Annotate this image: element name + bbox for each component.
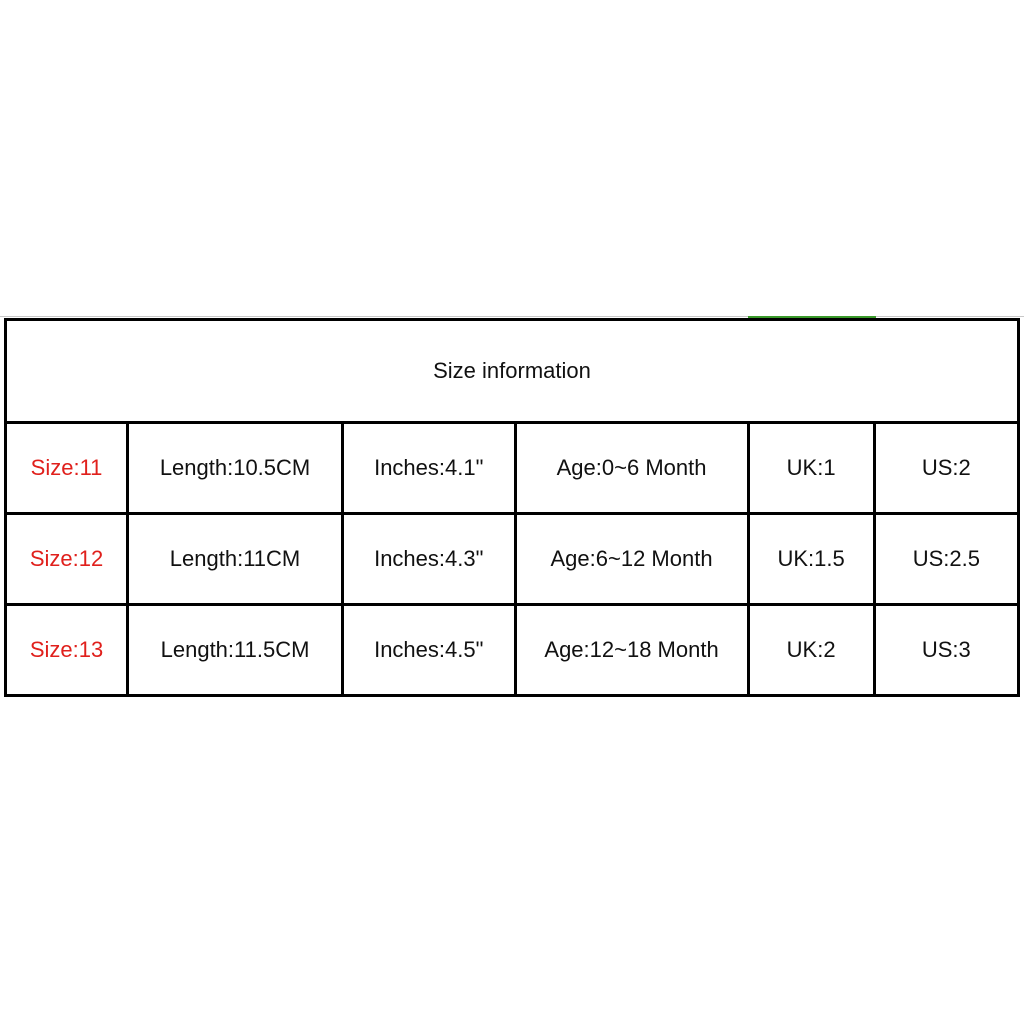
age-cell: Age:6~12 Month — [515, 514, 748, 605]
age-cell: Age:12~18 Month — [515, 605, 748, 696]
size-cell: Size:11 — [6, 423, 128, 514]
us-size-cell: US:2.5 — [874, 514, 1018, 605]
table-row — [6, 514, 1019, 605]
us-size-cell: US:2 — [874, 423, 1018, 514]
table-row — [6, 423, 1019, 514]
length-cell: Length:11.5CM — [128, 605, 343, 696]
uk-size-cell: UK:1.5 — [748, 514, 874, 605]
inches-cell: Inches:4.5" — [342, 605, 515, 696]
table-title: Size information — [6, 320, 1019, 423]
size-information-table — [4, 318, 1020, 697]
title-row — [6, 320, 1019, 423]
inches-cell: Inches:4.1" — [342, 423, 515, 514]
length-cell: Length:10.5CM — [128, 423, 343, 514]
uk-size-cell: UK:1 — [748, 423, 874, 514]
us-size-cell: US:3 — [874, 605, 1018, 696]
age-cell: Age:0~6 Month — [515, 423, 748, 514]
size-cell: Size:12 — [6, 514, 128, 605]
length-cell: Length:11CM — [128, 514, 343, 605]
table-row — [6, 605, 1019, 696]
inches-cell: Inches:4.3" — [342, 514, 515, 605]
size-cell: Size:13 — [6, 605, 128, 696]
uk-size-cell: UK:2 — [748, 605, 874, 696]
